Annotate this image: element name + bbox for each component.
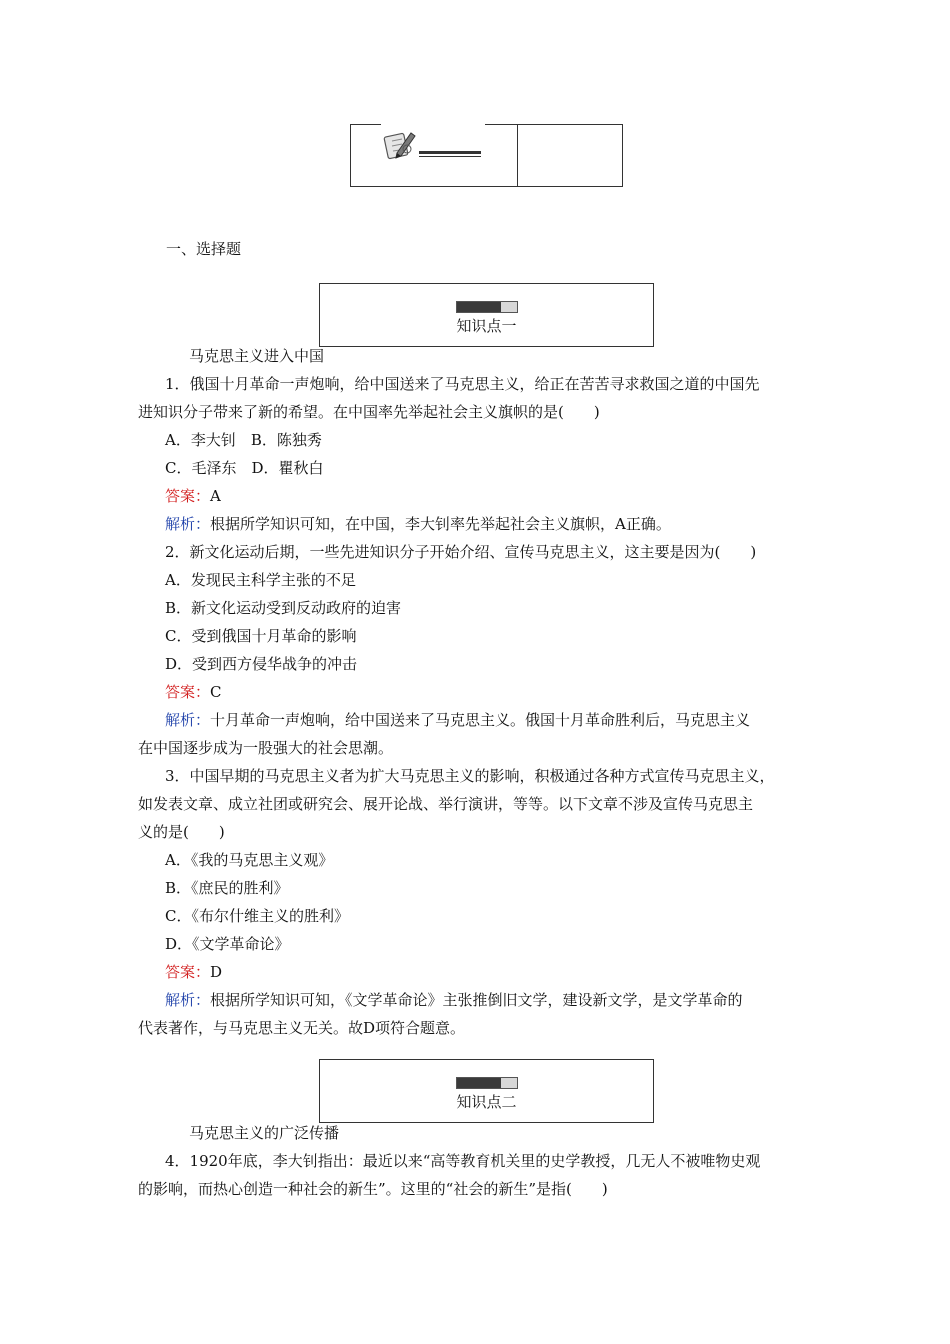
header-box	[350, 124, 623, 187]
knowledge-point-label: 知识点二	[456, 1093, 517, 1111]
analysis-text: 根据所学知识可知，《文学革命论》主张推倒旧文学，建设新文学，是文学革命的	[210, 991, 743, 1009]
analysis-label: 解析：	[165, 711, 211, 729]
header-divider	[517, 125, 518, 187]
question-3-stem-line-2: 如发表文章、成立社团或研究会、展开论战、举行演讲，等等。以下文章不涉及宣传马克思主	[138, 795, 754, 813]
knowledge-point-bar	[456, 1077, 518, 1089]
analysis-text: 根据所学知识可知，在中国，李大钊率先举起社会主义旗帜，A正确。	[210, 515, 671, 533]
header-rule-thin	[419, 156, 481, 157]
question-3-analysis-line-1	[165, 989, 743, 1010]
knowledge-point-box-2	[319, 1059, 654, 1123]
question-3-option-line-4: D．《文学革命论》	[165, 935, 290, 953]
question-1-option-line-2: C．毛泽东 D．瞿秋白	[165, 459, 324, 477]
question-3-option-line-3: C．《布尔什维主义的胜利》	[165, 907, 349, 925]
question-2-stem-line-1: 2．新文化运动后期，一些先进知识分子开始介绍、宣传马克思主义，这主要是因为( )	[165, 543, 757, 561]
question-4-stem-line-1: 4．1920年底，李大钊指出：最近以来“高等教育机关里的史学教授，几无人不被唯物史观	[165, 1152, 761, 1170]
question-1-option-line-1: A．李大钊 B．陈独秀	[165, 431, 322, 449]
header-rule-thick	[419, 151, 481, 154]
knowledge-point-subtitle: 马克思主义的广泛传播	[189, 1124, 340, 1142]
question-1-stem-line-2: 进知识分子带来了新的希望。在中国率先举起社会主义旗帜的是( )	[138, 403, 600, 421]
pencil-note-icon	[383, 127, 417, 161]
question-3-answer	[165, 961, 222, 982]
analysis-label: 解析：	[165, 991, 211, 1009]
analysis-label: 解析：	[165, 515, 211, 533]
knowledge-point-bar	[456, 301, 518, 313]
question-1-analysis	[165, 513, 671, 534]
question-2-option-line-4: D．受到西方侵华战争的冲击	[165, 655, 358, 673]
question-2-analysis-line-2: 在中国逐步成为一股强大的社会思潮。	[138, 739, 394, 757]
question-2-option-line-1: A．发现民主科学主张的不足	[165, 571, 356, 589]
question-2-analysis-line-1	[165, 709, 750, 730]
question-2-option-line-2: B．新文化运动受到反动政府的迫害	[165, 599, 402, 617]
question-1-stem-line-1: 1．俄国十月革命一声炮响，给中国送来了马克思主义，给正在苦苦寻求救国之道的中国先	[165, 375, 760, 393]
question-3-option-line-2: B．《庶民的胜利》	[165, 879, 289, 897]
knowledge-point-box-1	[319, 283, 654, 347]
question-3-stem-line-1: 3．中国早期的马克思主义者为扩大马克思主义的影响，积极通过各种方式宣传马克思主义，	[165, 767, 775, 785]
knowledge-point-subtitle: 马克思主义进入中国	[189, 347, 325, 365]
answer-label: 答案：	[165, 487, 211, 505]
question-2-option-line-3: C．受到俄国十月革命的影响	[165, 627, 357, 645]
answer-value: C	[210, 683, 222, 701]
question-2-answer	[165, 681, 222, 702]
answer-label: 答案：	[165, 683, 211, 701]
question-1-answer	[165, 485, 221, 506]
answer-value: D	[210, 963, 223, 981]
knowledge-point-label: 知识点一	[456, 317, 517, 335]
answer-value: A	[210, 487, 221, 505]
section-title: 一、选择题	[166, 240, 242, 258]
analysis-text: 十月革命一声炮响，给中国送来了马克思主义。俄国十月革命胜利后，马克思主义	[210, 711, 751, 729]
answer-label: 答案：	[165, 963, 211, 981]
question-4-stem-line-2: 的影响，而热心创造一种社会的新生”。这里的“社会的新生”是指( )	[138, 1180, 608, 1198]
question-3-option-line-1: A．《我的马克思主义观》	[165, 851, 334, 869]
question-3-analysis-line-2: 代表著作，与马克思主义无关。故D项符合题意。	[138, 1019, 466, 1037]
question-3-stem-line-3: 义的是( )	[138, 823, 225, 841]
